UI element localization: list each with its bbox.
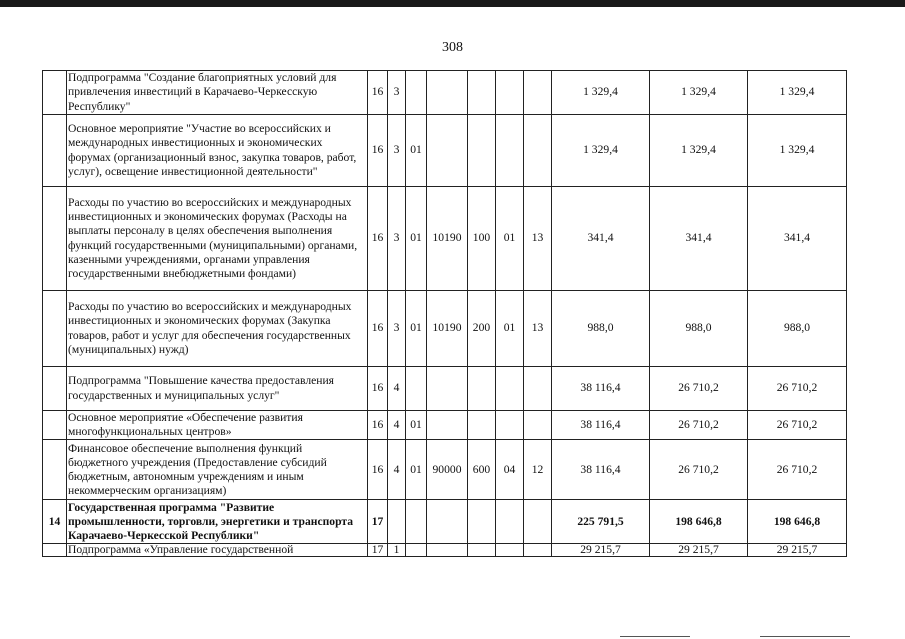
code-6 [496, 367, 524, 411]
code-6 [496, 411, 524, 440]
amount-2: 26 710,2 [650, 367, 748, 411]
code-4 [427, 500, 468, 544]
row-number: 14 [43, 500, 67, 544]
amount-1: 1 329,4 [552, 71, 650, 115]
amount-2: 26 710,2 [650, 440, 748, 500]
amount-3: 1 329,4 [748, 71, 847, 115]
code-3: 01 [406, 115, 427, 187]
row-description: Подпрограмма "Повышение качества предоставления государственных и муниципальных услуг" [67, 367, 368, 411]
amount-1: 341,4 [552, 187, 650, 291]
code-2: 4 [388, 440, 406, 500]
amount-3: 26 710,2 [748, 367, 847, 411]
code-7 [524, 367, 552, 411]
code-4 [427, 115, 468, 187]
code-1: 16 [368, 291, 388, 367]
code-5 [468, 71, 496, 115]
amount-2: 988,0 [650, 291, 748, 367]
code-7 [524, 544, 552, 557]
code-6 [496, 544, 524, 557]
amount-2: 1 329,4 [650, 71, 748, 115]
row-number [43, 544, 67, 557]
amount-3: 1 329,4 [748, 115, 847, 187]
row-number [43, 411, 67, 440]
code-5 [468, 115, 496, 187]
amount-2: 29 215,7 [650, 544, 748, 557]
row-description: Финансовое обеспечение выполнения функций бюджетного учреждения (Предоставление субсидий бюджетным, автономным учреждениям и иным некоммерческим организациям) [67, 440, 368, 500]
amount-1: 38 116,4 [552, 367, 650, 411]
code-5 [468, 411, 496, 440]
amount-1: 38 116,4 [552, 411, 650, 440]
code-6: 04 [496, 440, 524, 500]
table-row [43, 367, 847, 411]
code-2: 3 [388, 187, 406, 291]
code-4 [427, 367, 468, 411]
row-number [43, 71, 67, 115]
code-2: 4 [388, 367, 406, 411]
code-6 [496, 71, 524, 115]
amount-3: 29 215,7 [748, 544, 847, 557]
table-row [43, 71, 847, 115]
code-2 [388, 500, 406, 544]
table-row [43, 500, 847, 544]
scan-top-edge [0, 0, 905, 7]
budget-table [42, 70, 847, 557]
amount-2: 26 710,2 [650, 411, 748, 440]
code-3 [406, 500, 427, 544]
table-row [43, 187, 847, 291]
amount-2: 198 646,8 [650, 500, 748, 544]
code-1: 16 [368, 411, 388, 440]
code-7: 13 [524, 187, 552, 291]
code-1: 16 [368, 440, 388, 500]
row-number [43, 115, 67, 187]
code-5: 100 [468, 187, 496, 291]
scan-bottom-mark [620, 636, 690, 637]
code-4 [427, 71, 468, 115]
code-6: 01 [496, 291, 524, 367]
amount-1: 29 215,7 [552, 544, 650, 557]
amount-3: 341,4 [748, 187, 847, 291]
code-5: 600 [468, 440, 496, 500]
code-2: 1 [388, 544, 406, 557]
table-row [43, 115, 847, 187]
table-row [43, 291, 847, 367]
code-3: 01 [406, 291, 427, 367]
code-7 [524, 411, 552, 440]
code-7 [524, 71, 552, 115]
row-description: Основное мероприятие «Обеспечение развития многофункциональных центров» [67, 411, 368, 440]
code-3: 01 [406, 411, 427, 440]
code-5 [468, 544, 496, 557]
code-7 [524, 115, 552, 187]
code-3 [406, 71, 427, 115]
code-1: 16 [368, 187, 388, 291]
code-2: 3 [388, 71, 406, 115]
amount-1: 1 329,4 [552, 115, 650, 187]
row-number [43, 440, 67, 500]
code-2: 3 [388, 291, 406, 367]
page-number: 308 [442, 40, 463, 55]
amount-1: 38 116,4 [552, 440, 650, 500]
code-4: 90000 [427, 440, 468, 500]
code-2: 4 [388, 411, 406, 440]
code-1: 16 [368, 367, 388, 411]
table-row [43, 440, 847, 500]
code-6: 01 [496, 187, 524, 291]
code-5 [468, 500, 496, 544]
row-description: Расходы по участию во всероссийских и международных инвестиционных и экономических форумах (Закупка товаров, работ и услуг для обеспечения государственных (муниципальных) нужд) [67, 291, 368, 367]
row-description: Расходы по участию во всероссийских и международных инвестиционных и экономических форумах (Расходы на выплаты персоналу в целях обеспечения выполнения функций государственными (муниципальными) органами, казенными учреждениями, органами управления государственными внебюджетными фондами) [67, 187, 368, 291]
code-6 [496, 500, 524, 544]
row-number [43, 291, 67, 367]
code-4: 10190 [427, 187, 468, 291]
amount-3: 198 646,8 [748, 500, 847, 544]
code-3: 01 [406, 440, 427, 500]
amount-1: 988,0 [552, 291, 650, 367]
table-row [43, 544, 847, 557]
code-3 [406, 367, 427, 411]
code-4 [427, 411, 468, 440]
amount-2: 1 329,4 [650, 115, 748, 187]
amount-2: 341,4 [650, 187, 748, 291]
amount-1: 225 791,5 [552, 500, 650, 544]
row-number [43, 367, 67, 411]
amount-3: 988,0 [748, 291, 847, 367]
row-description: Основное мероприятие "Участие во всероссийских и международных инвестиционных и экономических форумах (организационный взнос, закупка товаров, работ, услуг), освещение инвестиционной деятельности" [67, 115, 368, 187]
table-row [43, 411, 847, 440]
code-1: 17 [368, 500, 388, 544]
row-description: Подпрограмма «Управление государственной [67, 544, 368, 557]
code-3 [406, 544, 427, 557]
row-number [43, 187, 67, 291]
row-description: Подпрограмма "Создание благоприятных условий для привлечения инвестиций в Карачаево-Черкесскую Республику" [67, 71, 368, 115]
code-6 [496, 115, 524, 187]
code-7: 13 [524, 291, 552, 367]
code-4 [427, 544, 468, 557]
code-7: 12 [524, 440, 552, 500]
code-7 [524, 500, 552, 544]
amount-3: 26 710,2 [748, 440, 847, 500]
code-1: 16 [368, 115, 388, 187]
code-3: 01 [406, 187, 427, 291]
code-1: 16 [368, 71, 388, 115]
scan-bottom-mark [760, 636, 850, 637]
code-5 [468, 367, 496, 411]
amount-3: 26 710,2 [748, 411, 847, 440]
code-2: 3 [388, 115, 406, 187]
row-description: Государственная программа "Развитие промышленности, торговли, энергетики и транспорта Карачаево-Черкесской Республики" [67, 500, 368, 544]
code-4: 10190 [427, 291, 468, 367]
code-1: 17 [368, 544, 388, 557]
code-5: 200 [468, 291, 496, 367]
